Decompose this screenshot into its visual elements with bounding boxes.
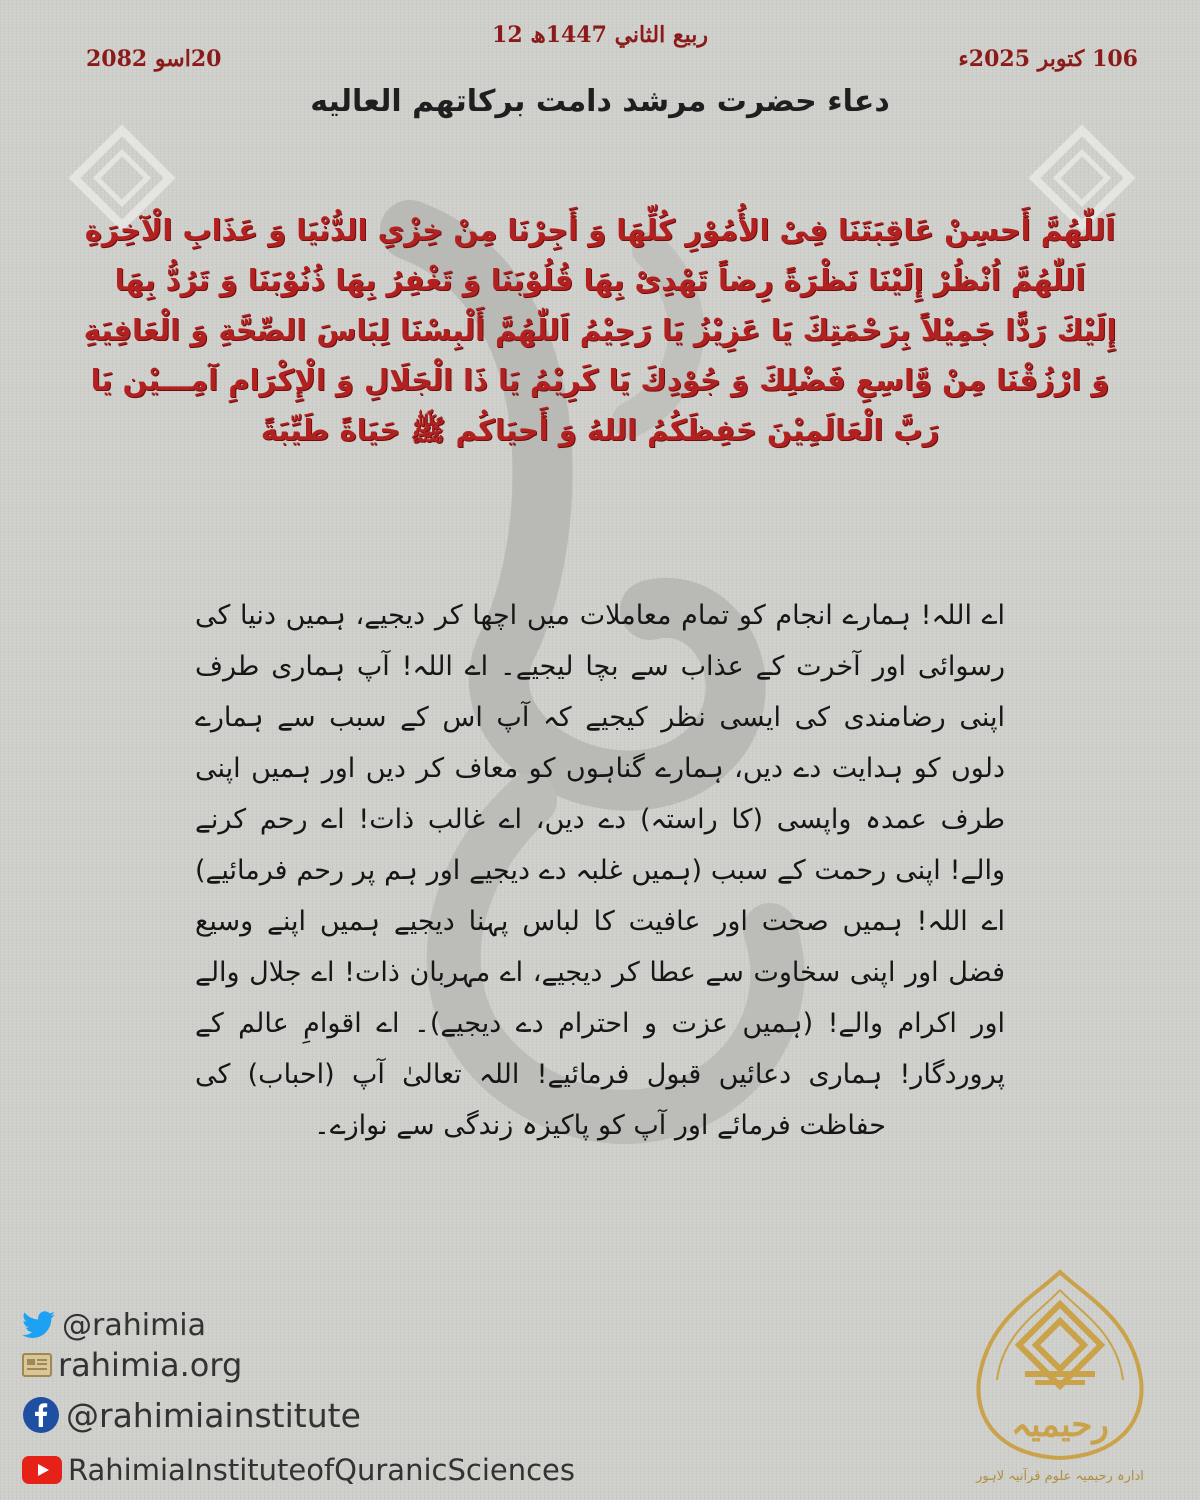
youtube-icon [22, 1456, 62, 1484]
gregorian-date: 106 کتوبر 2025ء [958, 46, 1138, 72]
website-link[interactable] [22, 1345, 242, 1385]
facebook-icon [22, 1396, 60, 1434]
web-icon [22, 1352, 52, 1378]
twitter-link[interactable] [22, 1305, 206, 1345]
twitter-icon [22, 1311, 56, 1339]
website-url: rahimia.org [58, 1346, 243, 1384]
facebook-link[interactable] [22, 1395, 361, 1435]
hijri-date: 12 ربيع الثاني 1447ھ [492, 22, 708, 48]
logo-name: رحیمیہ [1011, 1405, 1109, 1445]
arabic-dua-text: اَللّٰهُمَّ أَحسِنْ عَاقِبَتَنَا فِیْ الأُمُوْرِ كُلِّهَا وَ أَجِرْنَا مِنْ خِزْیِ الدُّنْیَا وَ عَذَابِ الْآخِرَةِ اَللّٰهُمَّ اُنْظُرْ إِلَیْنَا نَظْرَةً رِضاً تَهْدِیْ بِهَا قُلُوْبَنَا وَ تَغْفِرُ بِهَا ذُنُوْبَنَا وَ تَرُدُّ بِهَا إِلَیْكَ رَدًّا جَمِیْلاً بِرَحْمَتِكَ یَا عَزِیْزُ یَا رَحِیْمُ اَللّٰهُمَّ أَلْبِسْنَا لِبَاسَ الصِّحَّةِ وَ الْعَافِیَةِ وَ ارْزُقْنَا مِنْ وَّاسِعِ فَضْلِكَ وَ جُوْدِكَ یَا كَرِیْمُ یَا ذَا الْجَلَالِ وَ الْإِكْرَامِ آمِـــیْن یَا رَبَّ الْعَالَمِیْنَ حَفِظَكُمُ اللهُ وَ أَحیَاكُم ﷺ حَیَاةً طَیِّبَةً [83, 213, 1117, 447]
facebook-handle: @rahimiainstitute [66, 1395, 361, 1435]
urdu-translation-text: اے اللہ! ہمارے انجام کو تمام معاملات میں اچھا کر دیجیے، ہمیں دنیا کی رسوائی اور آخرت کے عذاب سے بچا لیجیے۔ اے اللہ! آپ ہماری طرف اپنی رضامندی کی ایسی نظر کیجیے کہ آپ اس کے سبب سے ہمارے دلوں کو ہدایت دے دیں، ہمارے گناہوں کو معاف کر دیں اور ہمیں اپنی طرف عمدہ واپسی (کا راستہ) دے دیں، اے غالب ذات! اے رحم کرنے والے! اپنی رحمت کے سبب (ہمیں غلبہ دے دیجیے اور ہم پر رحم فرمائیے) اے اللہ! ہمیں صحت اور عافیت کا لباس پہنا دیجیے ہمیں اپنے وسیع فضل اور اپنی سخاوت سے عطا کر دیجیے، اے مہربان ذات! اے جلال والے اور اکرام والے! (ہمیں عزت و احترام دے دیجیے)۔ اے اقوامِ عالم کے پروردگار! ہماری دعائیں قبول فرمائیے! اللہ تعالیٰ آپ (احباب) کی حفاظت فرمائے اور آپ کو پاکیزہ زندگی سے نوازے۔ [195, 600, 1005, 1141]
twitter-handle: @rahimia [62, 1307, 207, 1343]
bikrami-date: 20اسو 2082 [86, 46, 222, 72]
youtube-channel: RahimiaInstituteofQuranicSciences [68, 1453, 575, 1487]
logo-subtitle: ادارہ رحیمیہ علوم قرآنیہ لاہور [976, 1469, 1144, 1484]
youtube-link[interactable] [22, 1450, 575, 1490]
rahimia-logo [965, 1268, 1155, 1493]
page-title: دعاء حضرت مرشد دامت برکاتهم العالیه [310, 84, 890, 119]
